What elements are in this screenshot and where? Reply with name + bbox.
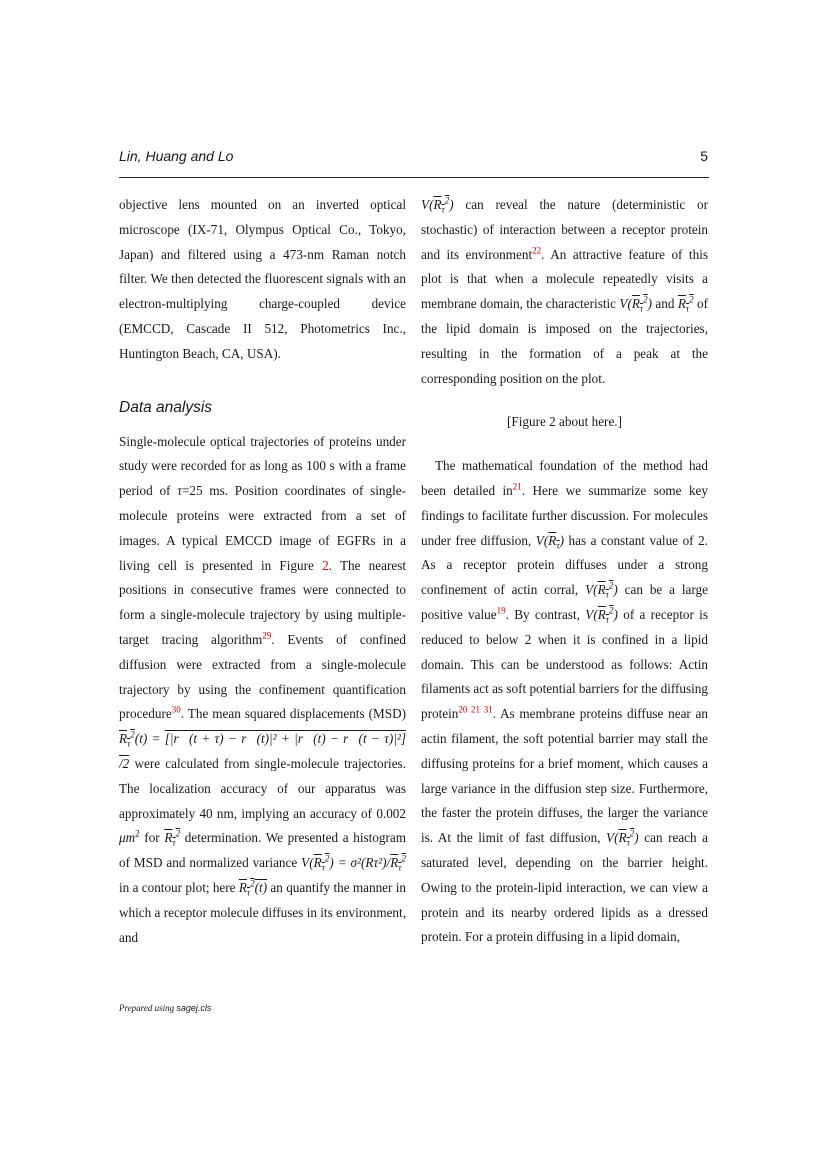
left-column [119, 193, 406, 950]
figure-link[interactable]: 2 [322, 557, 329, 573]
citation-link[interactable]: 22 [532, 245, 542, 256]
right-column [421, 193, 708, 950]
citation-link[interactable]: 30 [171, 704, 181, 715]
paragraph-methods-end: objective lens mounted on an inverted optical microscope (IX-71, Olympus Optical Co., Tokyo, Japan) and filtered using a 473-nm Raman notch filter. We then detected the fluorescent signals with an electron-multiplying charge-coupled device (EMCCD, Cascade II 512, Photometrics Inc., Huntington Beach, CA, USA). [119, 197, 406, 361]
equation-msd: $R_\tau^2$ [119, 729, 135, 749]
citation-link[interactable]: 19 [496, 605, 506, 616]
citation-link[interactable]: 21 [512, 481, 522, 492]
page-number: 5 [700, 148, 708, 164]
footer: Prepared using sagej.cls [119, 1003, 212, 1013]
equation-variance: $V(R_\tau^2)$ [301, 853, 334, 873]
running-header [119, 146, 708, 166]
header-rule [119, 177, 709, 178]
paragraph-data-analysis: Single-molecule optical trajectories of proteins under study were recorded for as long as 100 s with a frame period of τ=25 ms. Position coordinates of single-molecule proteins were extracted from a set of images. A typical EMCCD image of EGFRs in a living cell is presented in Figure 2. The nearest positions in consecutive frames were connected to form a single-molecule trajectory by using multiple-target tracing algorithm$^{29}$. Events of confined diffusion were extracted from a single-molecule trajectory by using the confinement quantification procedure$^{30}$. The mean squared displacements (MSD) $R_\tau^2(t)$ = [|r⃗(t + τ) − r⃗(t)|² + |r⃗(t) − r⃗(t − τ)|²] /2 were calculated from single-molecule trajectories. The localization accuracy of our apparatus was approximately 40 nm, implying an accuracy of 0.002 $\mu m^2$ for $R_\tau^2$ determination. We presented a histogram of MSD and normalized variance $V(R_\tau^2) = \sigma^2(R\tau^2)/R_\tau^2$ in a contour plot; here $R_\tau^2(t)$ an quantify the manner in which a receptor molecule diffuses in its environment, and [119, 433, 407, 945]
running-header-authors: Lin, Huang and Lo [119, 148, 234, 164]
figure-placeholder: [Figure 2 about here.] [507, 414, 622, 430]
citation-link[interactable]: 29 [262, 630, 272, 641]
paragraph-variance-plot: $V(R_\tau^2)$ can reveal the nature (deterministic or stochastic) of interaction between a receptor protein and its environment$^{22}$. An attractive feature of this plot is that when a molecule repeatedly visits a membrane domain, the characteristic $V(R_\tau^2)$ and $R_\tau^2$ of the lipid domain is imposed on the trajectories, resulting in the formation of a peak at the corresponding position on the plot. [421, 195, 708, 386]
paragraph-mathematical-foundation: The mathematical foundation of the method had been detailed in$^{21}$. Here we summarize some key findings to facilitate further discussion. For molecules under free diffusion, $V(R_\tau)$ has a constant value of 2. As a receptor protein diffuses under a strong confinement of actin corral, $V(R_\tau^2)$ can be a large positive value$^{19}$. By contrast, $V(R_\tau^2)$ of a receptor is reduced to below 2 when it is confined in a lipid domain. This can be understood as follows: Actin filaments act as soft potential barriers for the diffusing protein$^{20 21 31}$. As membrane proteins diffuse near an actin filament, the soft potential barrier may stall the diffusing proteins for a brief moment, which causes a large variance in the diffusion step size. Furthermore, the faster the protein diffuses, the larger the variance is. At the limit of fast diffusion, $V(R_\tau^2)$ can reach a saturated level, depending on the barrier height. Owing to the protein-lipid interaction, we can view a protein and its nearby ordered lipids as a dressed protein. For a protein diffusing in a lipid domain, [421, 458, 709, 945]
section-heading-data-analysis: Data analysis [119, 398, 213, 416]
citation-link[interactable]: 20 21 31 [458, 704, 493, 715]
equation-msd-definition: [|r⃗(t + τ) − r⃗(t)|² + |r⃗(t) − r⃗(t − τ)|²] /2 [119, 731, 406, 771]
